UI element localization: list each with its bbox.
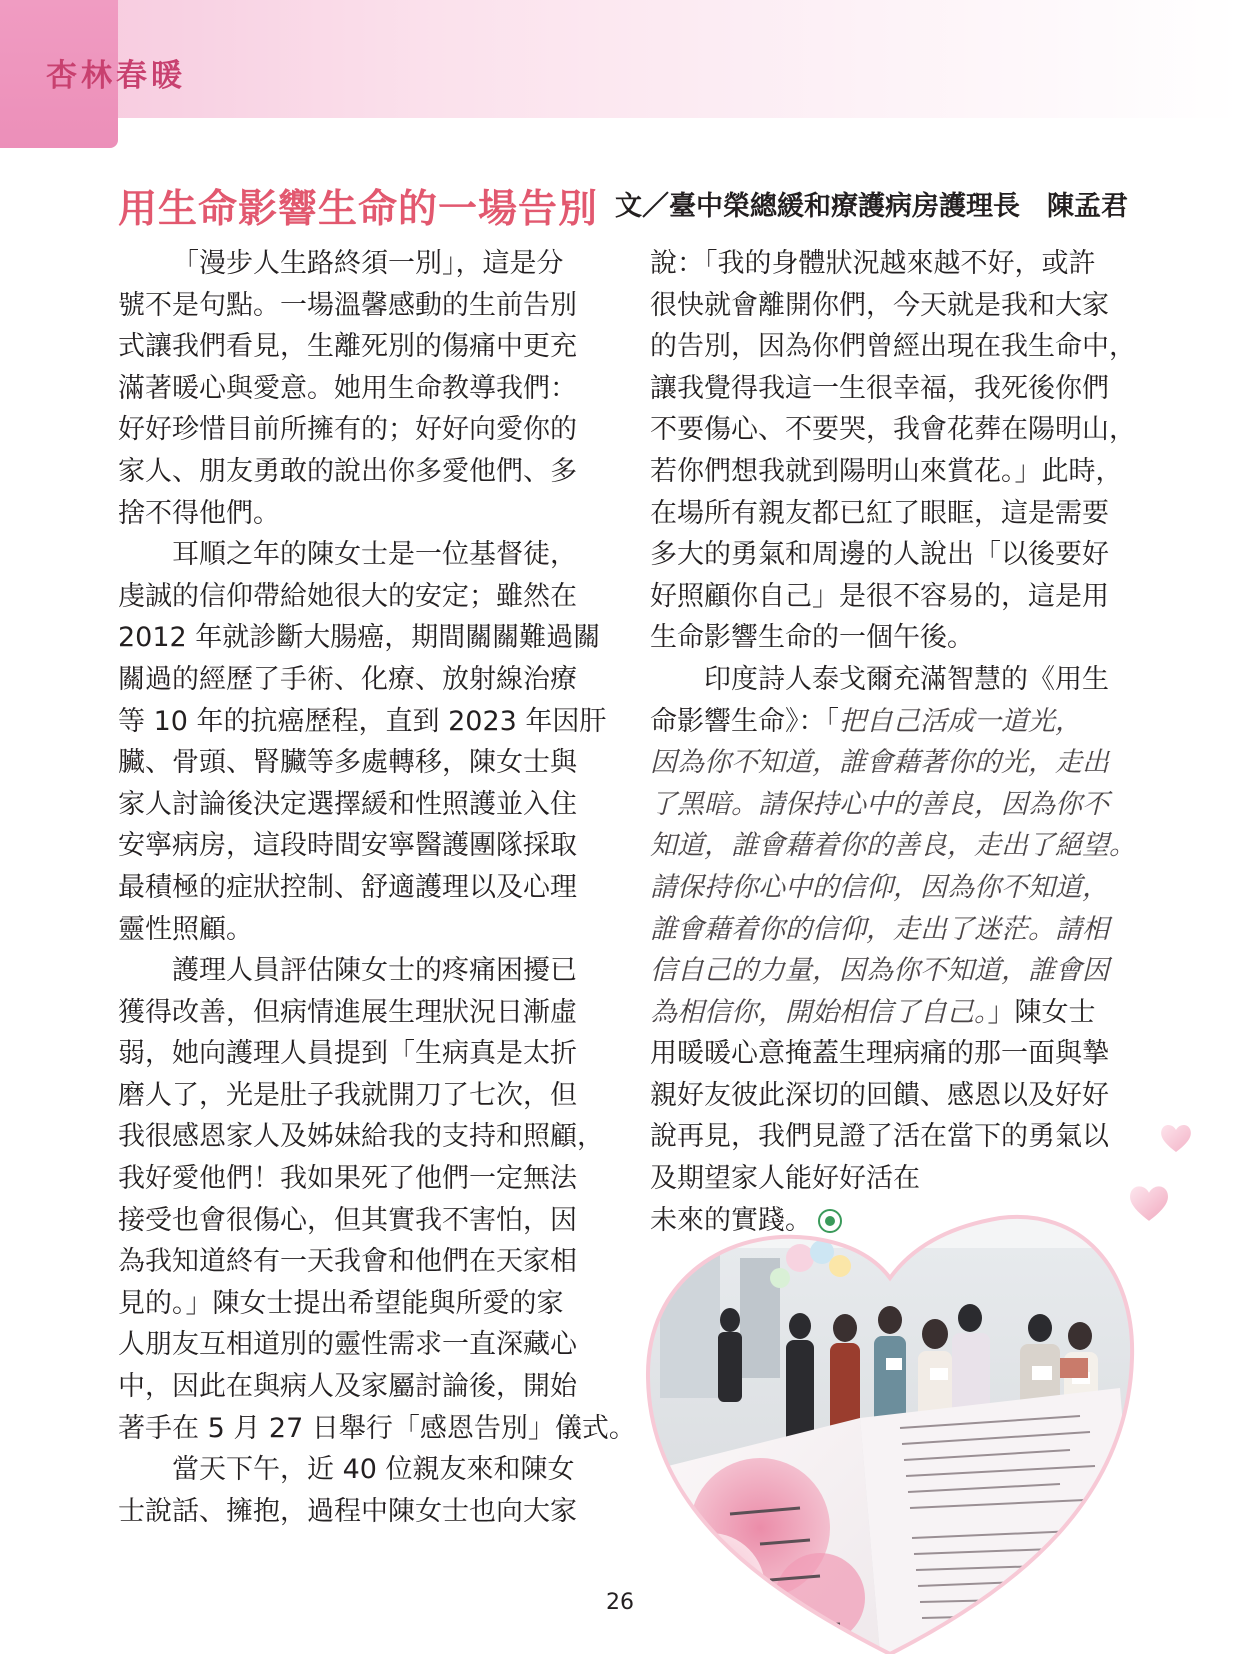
text-segment: 著手在 5 月 27 日舉行「感恩告別」儀式。 [118,1412,636,1444]
text-line [650,825,1136,867]
text-segment: 印度詩人泰戈爾充滿智慧的《用生 [704,663,1109,695]
text-segment: 捨不得他們。 [118,497,280,529]
text-line [650,701,1126,743]
text-line [118,1324,594,1366]
text-segment: 命影響生命》：「 [650,705,839,737]
text-segment: 關過的經歷了手術、化療、放射線治療 [118,663,577,695]
text-segment: 在場所有親友都已紅了眼眶，這是需要 [650,497,1109,529]
text-line [650,285,1126,327]
text-segment: 未來的實踐。 [650,1204,812,1236]
text-line [118,909,594,951]
heart-photo-illustration [640,1208,1140,1654]
text-line [118,659,594,701]
text-segment: 說：「我的身體狀況越來越不好，或許 [650,248,1096,279]
text-segment: 好照顧你自己」是很不容易的，這是用 [650,580,1109,612]
text-line [650,909,1126,951]
quote-segment: 請保持你心中的信仰，因為你不知道， [650,871,1109,903]
text-segment: 式讓我們看見，生離死別的傷痛中更充 [118,331,577,363]
text-line [118,243,594,285]
text-segment: 讓我覺得我這一生很幸福，我死後你們 [650,372,1109,404]
text-line [650,950,1126,992]
quote-segment: 信自己的力量，因為你不知道，誰會因 [650,955,1109,987]
text-line [650,867,1126,909]
text-segment: 弱，她向護理人員提到「生病真是太折 [118,1038,577,1070]
small-heart-icon [1158,1122,1194,1154]
text-line [118,867,594,909]
text-line [650,534,1126,576]
text-line [650,1116,1126,1158]
text-line [118,1283,594,1325]
right-column [650,243,1136,1241]
text-line [650,576,1126,618]
text-line [118,701,607,743]
text-segment: 號不是句點。一場溫馨感動的生前告別 [118,289,577,321]
article-title: 用生命影響生命的一場告別 [118,187,599,232]
text-line [118,1116,604,1158]
text-line [118,1449,594,1491]
text-line [118,1075,594,1117]
text-segment: 磨人了，光是肚子我就開刀了七次，但 [118,1079,577,1111]
text-line [118,784,594,826]
text-line [118,493,594,535]
text-segment: 當天下午，近 40 位親友來和陳女 [172,1454,575,1486]
text-segment: 靈性照顧。 [118,913,253,945]
text-line [650,451,1126,493]
text-segment: 家人討論後決定選擇緩和性照護並入住 [118,788,577,820]
text-line [118,285,594,327]
text-segment: 的告別，因為你們曾經出現在我生命中， [650,331,1136,363]
text-segment: 耳順之年的陳女士是一位基督徒， [172,539,577,571]
text-line [118,1241,594,1283]
text-segment: 好好珍惜目前所擁有的；好好向愛你的 [118,414,577,446]
text-line [650,243,1126,285]
text-line [118,992,594,1034]
text-segment: 2012 年就診斷大腸癌，期間關關難過關 [118,622,601,654]
text-line [118,409,594,451]
text-line [650,659,1126,701]
text-line [650,368,1126,410]
text-line [118,451,594,493]
text-segment: 為我知道終有一天我會和他們在天家相 [118,1246,577,1278]
text-line [650,1075,1126,1117]
text-line [118,1200,594,1242]
text-segment: 我很感恩家人及姊妹給我的支持和照顧， [118,1121,604,1153]
text-line [118,1491,594,1533]
text-segment: 我好愛他們！我如果死了他們一定無法 [118,1163,577,1195]
text-line [650,493,1126,535]
text-line [650,742,1126,784]
text-segment: 護理人員評估陳女士的疼痛困擾已 [172,955,577,987]
text-line [650,326,1136,368]
text-segment: 家人、朋友勇敢的說出你多愛他們、多 [118,455,577,487]
text-line [118,326,594,368]
text-segment: 士說話、擁抱，過程中陳女士也向大家 [118,1495,577,1527]
text-line [118,368,594,410]
text-segment: 人朋友互相道別的靈性需求一直深藏心 [118,1329,577,1361]
quote-segment: 為相信你，開始相信了自己。 [650,996,988,1028]
header-band [0,0,1241,118]
text-segment: 最積極的症狀控制、舒適護理以及心理 [118,871,577,903]
text-segment: 用暖暖心意掩蓋生理病痛的那一面與摯 [650,1038,1109,1070]
text-line [118,1033,594,1075]
section-title: 杏林春暖 [46,58,186,94]
text-line [650,409,1136,451]
heart-photo [640,1208,1140,1654]
text-line [118,576,594,618]
text-segment: 若你們想我就到陽明山來賞花。」此時， [650,455,1123,487]
text-line [118,1366,594,1408]
text-line [650,784,1126,826]
text-line [118,534,594,576]
text-segment: 多大的勇氣和周邊的人說出「以後要好 [650,539,1109,571]
text-line [118,1158,594,1200]
text-segment: 滿著暖心與愛意。她用生命教導我們： [118,372,577,404]
text-segment: 生命影響生命的一個午後。 [650,622,974,654]
left-column [118,243,636,1532]
text-line [650,617,1126,659]
page-number: 26 [606,1590,634,1615]
text-segment: 見的。」陳女士提出希望能與所愛的家 [118,1287,564,1319]
text-line [650,1158,1126,1200]
quote-segment: 因為你不知道，誰會藉著你的光，走出 [650,747,1109,779]
quote-segment: 知道，誰會藉着你的善良，走出了絕望。 [650,830,1136,862]
text-line [118,950,594,992]
article-byline: 文／臺中榮總緩和療護病房護理長 陳孟君 [615,191,1128,222]
text-segment: 中，因此在與病人及家屬討論後，開始 [118,1371,577,1403]
quote-segment: 了黑暗。請保持心中的善良，因為你不 [650,788,1109,820]
text-segment: 「漫步人生路終須一別」，這是分 [172,248,564,279]
text-line [650,1033,1126,1075]
text-segment: 接受也會很傷心，但其實我不害怕，因 [118,1204,577,1236]
text-segment: 及期望家人能好好活在 [650,1163,920,1195]
text-segment: 虔誠的信仰帶給她很大的安定；雖然在 [118,580,577,612]
text-line [118,825,594,867]
quote-segment: 把自己活成一道光， [839,705,1082,737]
text-segment: 很快就會離開你們，今天就是我和大家 [650,289,1109,321]
quote-segment: 誰會藉着你的信仰，走出了迷茫。請相 [650,913,1109,945]
text-segment: 等 10 年的抗癌歷程，直到 2023 年因肝 [118,705,607,737]
text-segment: 臟、骨頭、腎臟等多處轉移，陳女士與 [118,747,577,779]
text-segment-after: 」陳女士 [987,996,1096,1028]
text-line [118,1408,636,1450]
text-segment: 說再見，我們見證了活在當下的勇氣以 [650,1121,1109,1153]
text-line [118,742,594,784]
text-segment: 獲得改善，但病情進展生理狀況日漸虛 [118,996,577,1028]
title-row [118,178,1128,232]
text-segment: 不要傷心、不要哭，我會花葬在陽明山， [650,414,1136,446]
text-line [650,992,1126,1034]
text-segment: 親好友彼此深切的回饋、感恩以及好好 [650,1079,1109,1111]
text-segment: 安寧病房，這段時間安寧醫護團隊採取 [118,830,577,862]
text-line [118,617,601,659]
